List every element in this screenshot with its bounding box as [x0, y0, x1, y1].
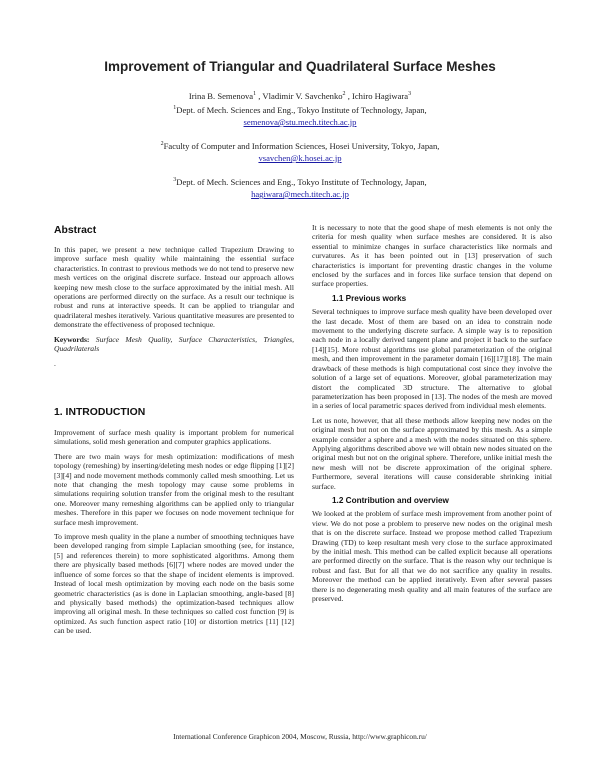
right-column [312, 223, 552, 608]
contribution-heading: 1.2 Contribution and overview [332, 495, 449, 505]
email-link-3[interactable]: hagiwara@mech.titech.ac.jp [251, 189, 349, 199]
email-link-1[interactable]: semenova@stu.mech.titech.ac.jp [243, 117, 357, 127]
author-3: Ichiro Hagiwara [352, 91, 409, 101]
keywords-text: Surface Mesh Quality, Surface Characteristics, Triangles, Quadrilaterals [54, 334, 294, 354]
affiliation-2 [40, 140, 560, 164]
intro-paragraph-3: To improve mesh quality in the plane a number of smoothing techniques have been developed ranging from simple Laplacian smoothing (see, for instance, [5] and references therein) to more sophisticated algorithms. Among them there are physically based methods [6][7] where nodes are moved under the influence of some forces so that the shape of incident elements is improved. Instead of local mesh optimization by moving each node on the basis some geometric characteristics (as is done in Laplacian smoothing, angle-based [8] and physically based methods) the optimization-based techniques allow improving all original mesh. In these techniques so called cost function [9] is optimized. As such function aspect ratio [10] or distortion metrics [11] [12] can be used. [54, 532, 294, 636]
right-paragraph-3: We looked at the problem of surface mesh improvement from another point of view. We do not pose a problem to preserve new nodes on the original mesh that is on the discrete surface. Instead we propose method called Trapezium Drawing (TD) to keep resultant mesh very close to the surface approximated by the initial mesh. This method can be called explicit because all operations are performed directly on the surface. That is the reason why our technique is robust and fast. But for all that we do not sacrifice any quality in results. Moreover the method can be applied iteratively. Even after several passes there is no degenerating mesh quality and all main features of the surface are preserved. [312, 509, 552, 604]
abstract-heading: Abstract [54, 225, 97, 236]
abstract-block [54, 245, 294, 374]
author-2: Vladimir V. Savchenko [262, 91, 343, 101]
affiliation-3-text: Dept. of Mech. Sciences and Eng., Tokyo Institute of Technology, Japan, [176, 177, 427, 187]
keywords-label: Keywords: [54, 334, 90, 344]
affiliation-2-sup: 2 [160, 141, 164, 148]
intro-heading: 1. INTRODUCTION [54, 407, 146, 418]
affiliation-1 [40, 104, 560, 128]
page-footer: International Conference Graphicon 2004, Moscow, Russia, http://www.graphicon.ru/ [173, 732, 427, 741]
intro-paragraph-1: Improvement of surface mesh quality is important problem for numerical simulations, solid mesh generation and computer graphics applications. [54, 428, 294, 447]
author-3-sup: 3 [408, 91, 412, 98]
right-paragraph-1: Several techniques to improve surface mesh quality have been developed over the last decade. Most of them are based on an idea to constrain node movement to the underlying discrete surface. A simple way is to reposition each node in a locally derived tangent plane and project it back to the surface [14][15]. More robust algorithms use global parameterization of the original mesh, and then improvement in the parameter domain [16][17][18]. The main drawback of these methods is high computational cost since they involve the solution of a large set of equations. Moreover, global parameterization may distort the complicated 3D structure. The alternative to global parameterization has been proposed in [13]. The nodes of the mesh are moved in a series of local parametric spaces derived from individual mesh elements. [312, 307, 552, 411]
intro-block [54, 428, 294, 641]
keywords [54, 335, 294, 354]
author-1-sup: 1 [253, 91, 257, 98]
author-1: Irina B. Semenova [188, 91, 254, 101]
email-link-2[interactable]: vsavchen@k.hosei.ac.jp [258, 153, 342, 163]
paper-title: Improvement of Triangular and Quadrilateral Surface Meshes [104, 59, 496, 74]
right-paragraph-2: Let us note, however, that all these methods allow keeping new nodes on the original mesh but not on the surface approximated by this mesh. As a simple example consider a sphere and a mesh with the nodes situated on this sphere. Applying algorithms described above we will obtain new nodes situated on the original mesh but not on the original sphere. Therefore, unlike initial mesh the new mesh will not be discrete approximation of the original sphere. Furthermore, several iterations will cause considerable shrinking initial surface. [312, 415, 552, 491]
stray-dot: . [54, 359, 56, 369]
affiliation-1-text: Dept. of Mech. Sciences and Eng., Tokyo Institute of Technology, Japan, [176, 105, 427, 115]
abstract-body: In this paper, we present a new technique called Trapezium Drawing to improve surface mesh quality while maintaining the essential surface characteristics. In contrast to previous methods we do not tend to preserve new mesh vertices on the original discrete surface. Instead our approach allows keeping new mesh close to the surface approximated by the initial mesh. All operations are performed directly on the surface. As a result our technique is robust and runs at interactive speeds. It can be applied to triangular and quadrilateral meshes iteratively. Various quantitative measures are presented to demonstrate the effectiveness of proposed technique. [54, 245, 294, 330]
affiliation-1-sup: 1 [173, 105, 177, 112]
author-line: Irina B. Semenova$^1$ , Vladimir V. Savchenko$^2$ , Ichiro Hagiwara$^3$ [188, 91, 412, 101]
affiliation-3-sup: 3 [173, 177, 177, 184]
intro-paragraph-2: There are two main ways for mesh optimization: modifications of mesh topology (remeshing) by inserting/deleting mesh nodes or edge flipping [1][2][3][4] and node movement methods commonly called mesh smoothing. Let us note that changing the mesh topology may cause some problems in simulations requiring solution transfer from the original mesh to the resultant one. Moreover many remeshing algorithms can be applied only to triangular meshes. Therefore in this paper we focuses on node movement technique for surface mesh improvement. [54, 451, 294, 527]
affiliation-3 [40, 176, 560, 200]
right-paragraph-0: It is necessary to note that the good shape of mesh elements is not only the criteria for mesh quality when surface meshes are considered. It is also essential to minimize changes in surface characteristics like normals and curvatures. As it has been pointed out in [13] preservation of such characteristics is important for preventing drastic changes in the volume enclosed by the surfaces and in forces like surface tension that depend on surface properties. [312, 223, 552, 289]
author-2-sup: 2 [342, 91, 346, 98]
previous-works-heading: 1.1 Previous works [332, 293, 407, 303]
affiliation-2-text: Faculty of Computer and Information Sciences, Hosei University, Tokyo, Japan, [163, 141, 440, 151]
